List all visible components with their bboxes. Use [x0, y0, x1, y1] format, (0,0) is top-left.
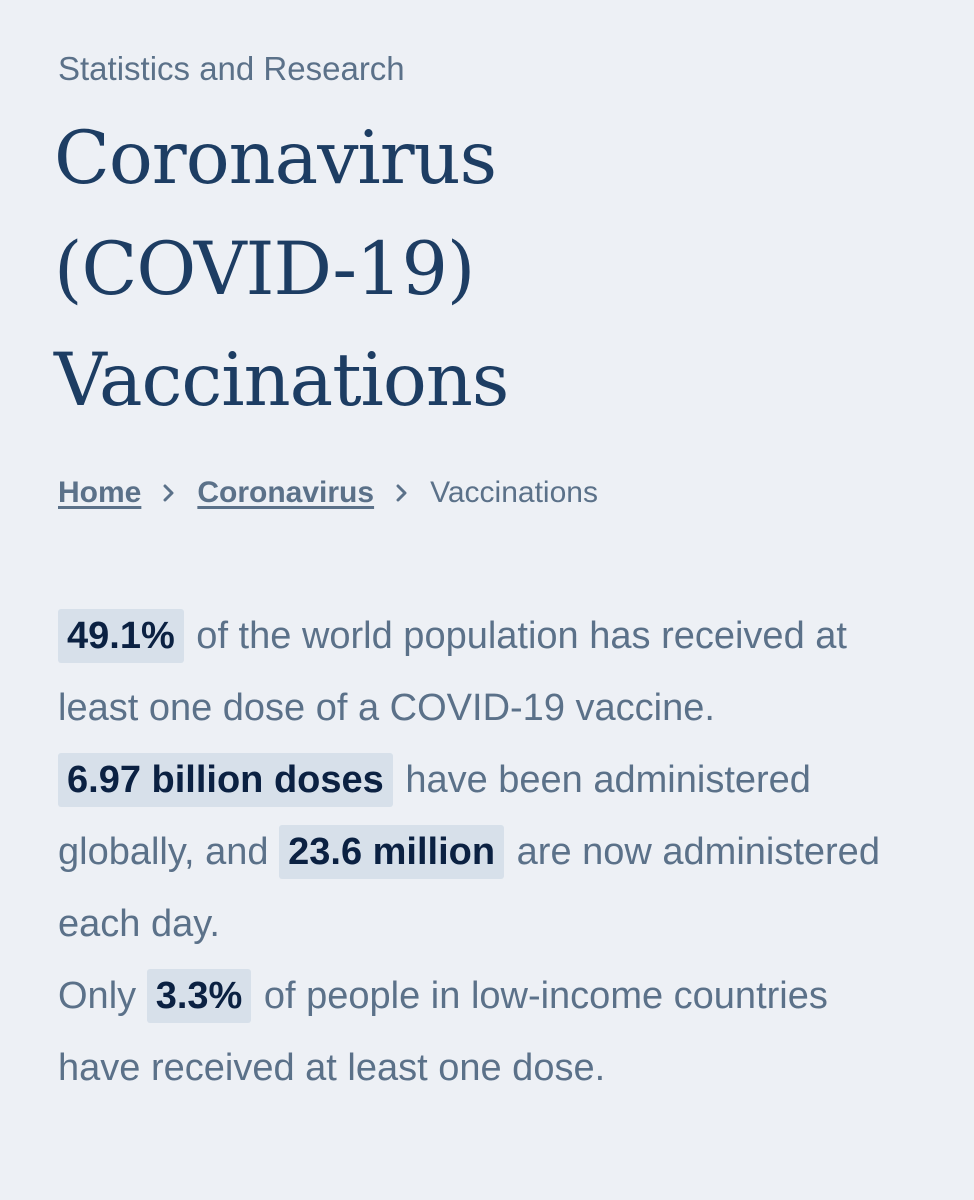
- stat-text: of the world population has received at least one dose of a COVID-19 vaccine.: [58, 615, 847, 729]
- page-title-line: Vaccinations: [54, 338, 509, 423]
- stat-text: Only: [58, 975, 147, 1017]
- stat-text: are now administered each day.: [58, 831, 880, 945]
- breadcrumb-current: Vaccinations: [430, 476, 598, 509]
- stat-low-income: [58, 960, 918, 1104]
- stat-text: of people in low-income countries have received at least one dose.: [58, 975, 828, 1089]
- stat-text: have been administered globally, and: [58, 759, 811, 873]
- page-title-line: Coronavirus: [54, 116, 497, 201]
- stat-highlight-total-doses: 6.97 billion doses: [58, 753, 393, 807]
- breadcrumb: [58, 476, 598, 510]
- stat-doses: [58, 744, 918, 960]
- stat-highlight-first-dose-share: 49.1%: [58, 609, 184, 663]
- vaccination-stats: [58, 600, 918, 1104]
- stat-highlight-low-income-share: 3.3%: [147, 969, 252, 1023]
- breadcrumb-home-link[interactable]: Home: [58, 476, 142, 509]
- stat-first-dose: [58, 600, 918, 744]
- page-title-line: (COVID-19): [54, 227, 475, 312]
- stat-highlight-daily-doses: 23.6 million: [279, 825, 504, 879]
- section-eyebrow: Statistics and Research: [58, 50, 405, 87]
- chevron-right-icon: [141, 484, 197, 502]
- breadcrumb-coronavirus-link[interactable]: Coronavirus: [197, 476, 375, 509]
- page-title: [54, 103, 934, 436]
- chevron-right-icon: [374, 484, 430, 502]
